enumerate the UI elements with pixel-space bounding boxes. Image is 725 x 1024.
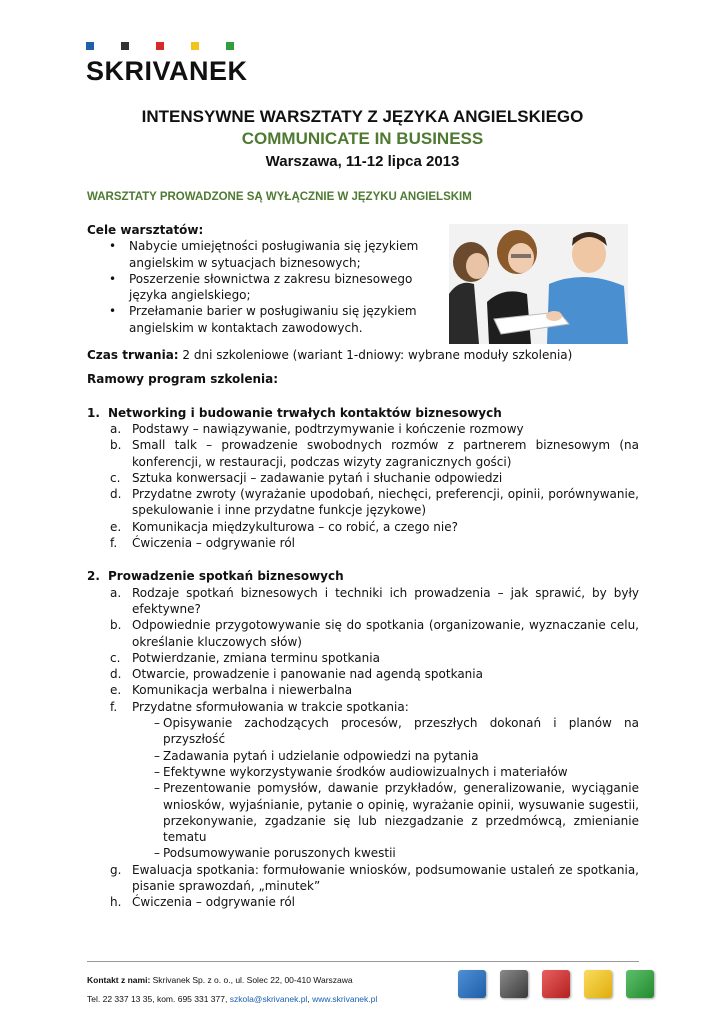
dash-icon: – <box>154 748 160 763</box>
item-text: Sztuka konwersacji – zadawanie pytań i słuchanie odpowiedzi <box>132 470 503 485</box>
item-text: Ćwiczenia – odgrywanie ról <box>132 536 295 551</box>
duration <box>87 347 639 363</box>
list-item <box>87 862 639 895</box>
item-text: Komunikacja międzykulturowa – co robić, a czego nie? <box>132 519 458 534</box>
item-text: Prezentowanie pomysłów, dawanie przykładów, generalizowanie, wyciąganie wniosków, wyjaśnianie, pytanie o opinię, wyrażanie opinii, wysuwanie sugestii, przekonywanie, zgadzanie się lub niezgadzanie z przedmówcą, zmienianie tematu <box>163 781 639 845</box>
blue-square-icon <box>458 970 486 998</box>
dash-icon: – <box>154 716 160 731</box>
item-letter: a. <box>110 421 122 436</box>
footer-phone-line <box>87 990 377 1009</box>
list-item <box>87 437 639 470</box>
dash-icon: – <box>154 764 160 779</box>
program-heading: Ramowy program szkolenia: <box>87 372 279 387</box>
item-text: Odpowiednie przygotowywanie się do spotkania (organizowanie, wyznaczanie celu, określanie kluczowych słów) <box>132 618 639 649</box>
list-item <box>87 486 639 519</box>
sub-list-item <box>154 845 639 861</box>
item-text: Otwarcie, prowadzenie i panowanie nad agendą spotkania <box>132 667 483 682</box>
list-item <box>87 682 639 698</box>
list-item <box>87 519 639 535</box>
sub-list-item <box>154 715 639 748</box>
grey-square-icon <box>500 970 528 998</box>
footer-contact <box>87 971 377 990</box>
yellow-square-icon <box>584 970 612 998</box>
logo-text: SKRIVANEK <box>86 56 248 86</box>
footer-icons <box>458 970 654 998</box>
list-item <box>87 585 639 618</box>
website-link[interactable]: www.skrivanek.pl <box>312 994 378 1004</box>
goals-heading: Cele warsztatów: <box>87 223 204 237</box>
footer-contact-label: Kontakt z nami: <box>87 975 151 985</box>
item-letter: f. <box>110 699 118 714</box>
footer-contact-text: Skrivanek Sp. z o. o., ul. Solec 22, 00-410 Warszawa <box>150 975 353 985</box>
logo-square-blue <box>86 42 94 50</box>
document-content <box>87 222 639 911</box>
item-text: Przydatne sformułowania w trakcie spotkania: <box>132 699 409 714</box>
list-item <box>87 421 639 437</box>
item-letter: c. <box>110 650 121 665</box>
item-letter: a. <box>110 585 122 600</box>
footer <box>87 971 377 1009</box>
title-block <box>0 106 725 173</box>
section-title-text: Networking i budowanie trwałych kontaktów biznesowych <box>108 405 502 420</box>
red-square-icon <box>542 970 570 998</box>
section-number: 1. <box>87 405 100 420</box>
item-text: Podsumowywanie poruszonych kwestii <box>163 846 396 861</box>
logo-square-red <box>156 42 164 50</box>
page-subtitle: COMMUNICATE IN BUSINESS <box>241 129 484 148</box>
list-item: • Przełamanie barier w posługiwaniu się językiem angielskim w kontaktach zawodowych. <box>129 303 439 336</box>
item-letter: f. <box>110 536 118 551</box>
logo-square-yellow <box>191 42 199 50</box>
sub-list-item <box>154 764 639 780</box>
item-letter: h. <box>110 895 122 910</box>
item-text: Efektywne wykorzystywanie środków audiowizualnych i materiałów <box>163 764 568 779</box>
list-item <box>87 666 639 682</box>
item-text: Small talk – prowadzenie swobodnych rozmów z partnerem biznesowym (na konferencji, w restauracji, podczas wizyty zagranicznych gości) <box>132 438 639 469</box>
item-text: Komunikacja werbalna i niewerbalna <box>132 683 353 698</box>
list-item: • Poszerzenie słownictwa z zakresu biznesowego języka angielskiego; <box>129 271 439 304</box>
item-text: Zadawania pytań i udzielanie odpowiedzi na pytania <box>163 748 479 763</box>
email-link[interactable]: szkola@skrivanek.pl <box>229 994 308 1004</box>
item-letter: c. <box>110 470 121 485</box>
item-text: Ewaluacja spotkania: formułowanie wniosków, podsumowanie ustaleń ze spotkania, pisanie sprawozdań, „minutek” <box>132 862 639 893</box>
sub-list-item <box>154 780 639 845</box>
section-title <box>87 568 639 584</box>
item-letter: b. <box>110 438 122 453</box>
list-item: • Nabycie umiejętności posługiwania się językiem angielskim w sytuacjach biznesowych; <box>129 238 439 271</box>
dash-icon: – <box>154 846 160 861</box>
list-item <box>87 650 639 666</box>
duration-label: Czas trwania: <box>87 348 179 363</box>
list-item <box>87 617 639 650</box>
list-item <box>87 535 639 551</box>
section-title <box>87 405 639 421</box>
item-text: Potwierdzanie, zmiana terminu spotkania <box>132 650 380 665</box>
item-letter: d. <box>110 487 122 502</box>
dash-icon: – <box>154 781 160 796</box>
sub-list-item <box>154 748 639 764</box>
list-item <box>87 470 639 486</box>
item-text: Opisywanie zachodzących procesów, przeszłych dokonań i planów na przyszłość <box>163 716 639 747</box>
item-text: Ćwiczenia – odgrywanie ról <box>132 895 295 910</box>
sub-list <box>87 715 639 862</box>
section-meetings <box>87 568 639 910</box>
section-networking <box>87 405 639 552</box>
skrivanek-logo <box>86 42 261 86</box>
item-letter: g. <box>110 862 122 877</box>
item-letter: b. <box>110 618 122 633</box>
item-text: Podstawy – nawiązywanie, podtrzymywanie i kończenie rozmowy <box>132 421 524 436</box>
item-letter: e. <box>110 683 122 698</box>
footer-separator: , <box>307 994 313 1004</box>
list-item <box>87 699 639 715</box>
page-title: INTENSYWNE WARSZTATY Z JĘZYKA ANGIELSKIEGO <box>141 107 584 126</box>
logo-squares <box>86 42 261 50</box>
logo-square-green <box>226 42 234 50</box>
section-items <box>87 585 639 911</box>
item-text: Przydatne zwroty (wyrażanie upodobań, niechęci, preferencji, opinii, porównywanie, spekulowanie i inne przydatne funkcje językowe) <box>132 487 639 518</box>
section-items <box>87 421 639 551</box>
goals-list <box>87 238 439 336</box>
duration-text: 2 dni szkoleniowe (wariant 1-dniowy: wybrane moduły szkolenia) <box>178 348 573 363</box>
language-notice: WARSZTATY PROWADZONE SĄ WYŁĄCZNIE W JĘZYKU ANGIELSKIM <box>87 191 472 203</box>
green-square-icon <box>626 970 654 998</box>
logo-square-black <box>121 42 129 50</box>
footer-divider <box>87 961 639 962</box>
section-title-text: Prowadzenie spotkań biznesowych <box>108 569 344 584</box>
list-item <box>87 894 639 910</box>
section-number: 2. <box>87 569 100 584</box>
item-letter: d. <box>110 667 122 682</box>
event-date-location: Warszawa, 11-12 lipca 2013 <box>265 153 460 170</box>
item-text: Rodzaje spotkań biznesowych i techniki ich prowadzenia – jak sprawić, by były efektywne? <box>132 585 639 616</box>
item-letter: e. <box>110 519 122 534</box>
footer-phone: Tel. 22 337 13 35, kom. 695 331 377, <box>87 994 230 1004</box>
